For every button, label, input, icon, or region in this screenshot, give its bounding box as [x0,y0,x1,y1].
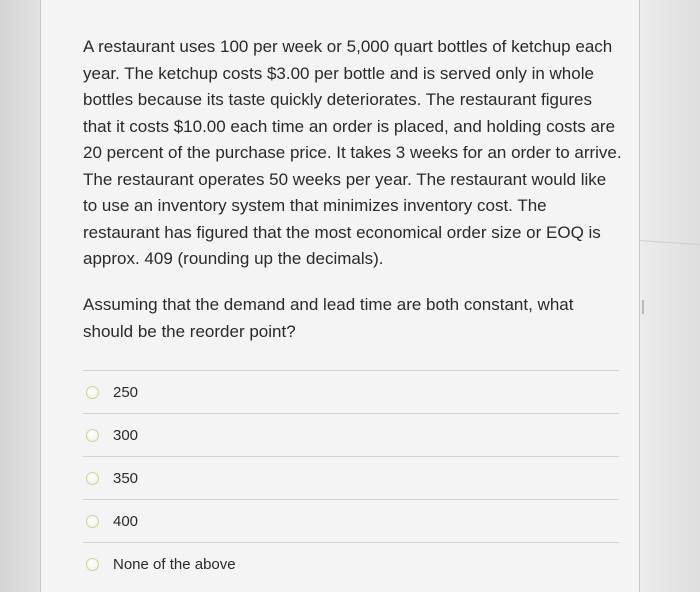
answer-option-label: 300 [113,426,139,444]
radio-button-icon[interactable] [86,472,99,485]
answer-option-250[interactable] [83,370,619,413]
answer-option-label: 400 [113,512,139,530]
answer-option-300[interactable] [83,413,619,456]
question-text: A restaurant uses 100 per week or 5,000 quart bottles of ketchup each year. The ketchup costs $3.00 per bottle and is served only in whole bottles because its taste quickly deteriorates. The restaurant figures that it costs $10.00 each time an order is placed, and holding costs are 20 percent of the purchase price. It takes 3 weeks for an order to arrive. The restaurant operates 50 weeks per year. The restaurant would like to use an inventory system that minimizes inventory cost. The restaurant has figured that the most economical order size or EOQ is approx. 409 (rounding up the decimals). [83,37,622,268]
backdrop-right [640,0,700,592]
answer-option-label: None of the above [113,555,236,573]
scroll-indicator [642,300,644,314]
question-prompt: Assuming that the demand and lead time are both constant, what should be the reorder point? [83,295,574,341]
question-card [40,0,640,592]
backdrop-left [0,0,40,592]
radio-button-icon[interactable] [86,515,99,528]
answer-option-label: 350 [113,469,139,487]
answer-option-350[interactable] [83,456,619,499]
answer-option-400[interactable] [83,499,619,542]
radio-button-icon[interactable] [86,429,99,442]
radio-button-icon[interactable] [86,558,99,571]
answer-options [83,370,619,585]
radio-button-icon[interactable] [86,386,99,399]
answer-option-label: 250 [113,383,139,401]
answer-option-none-of-the-above[interactable] [83,542,619,585]
